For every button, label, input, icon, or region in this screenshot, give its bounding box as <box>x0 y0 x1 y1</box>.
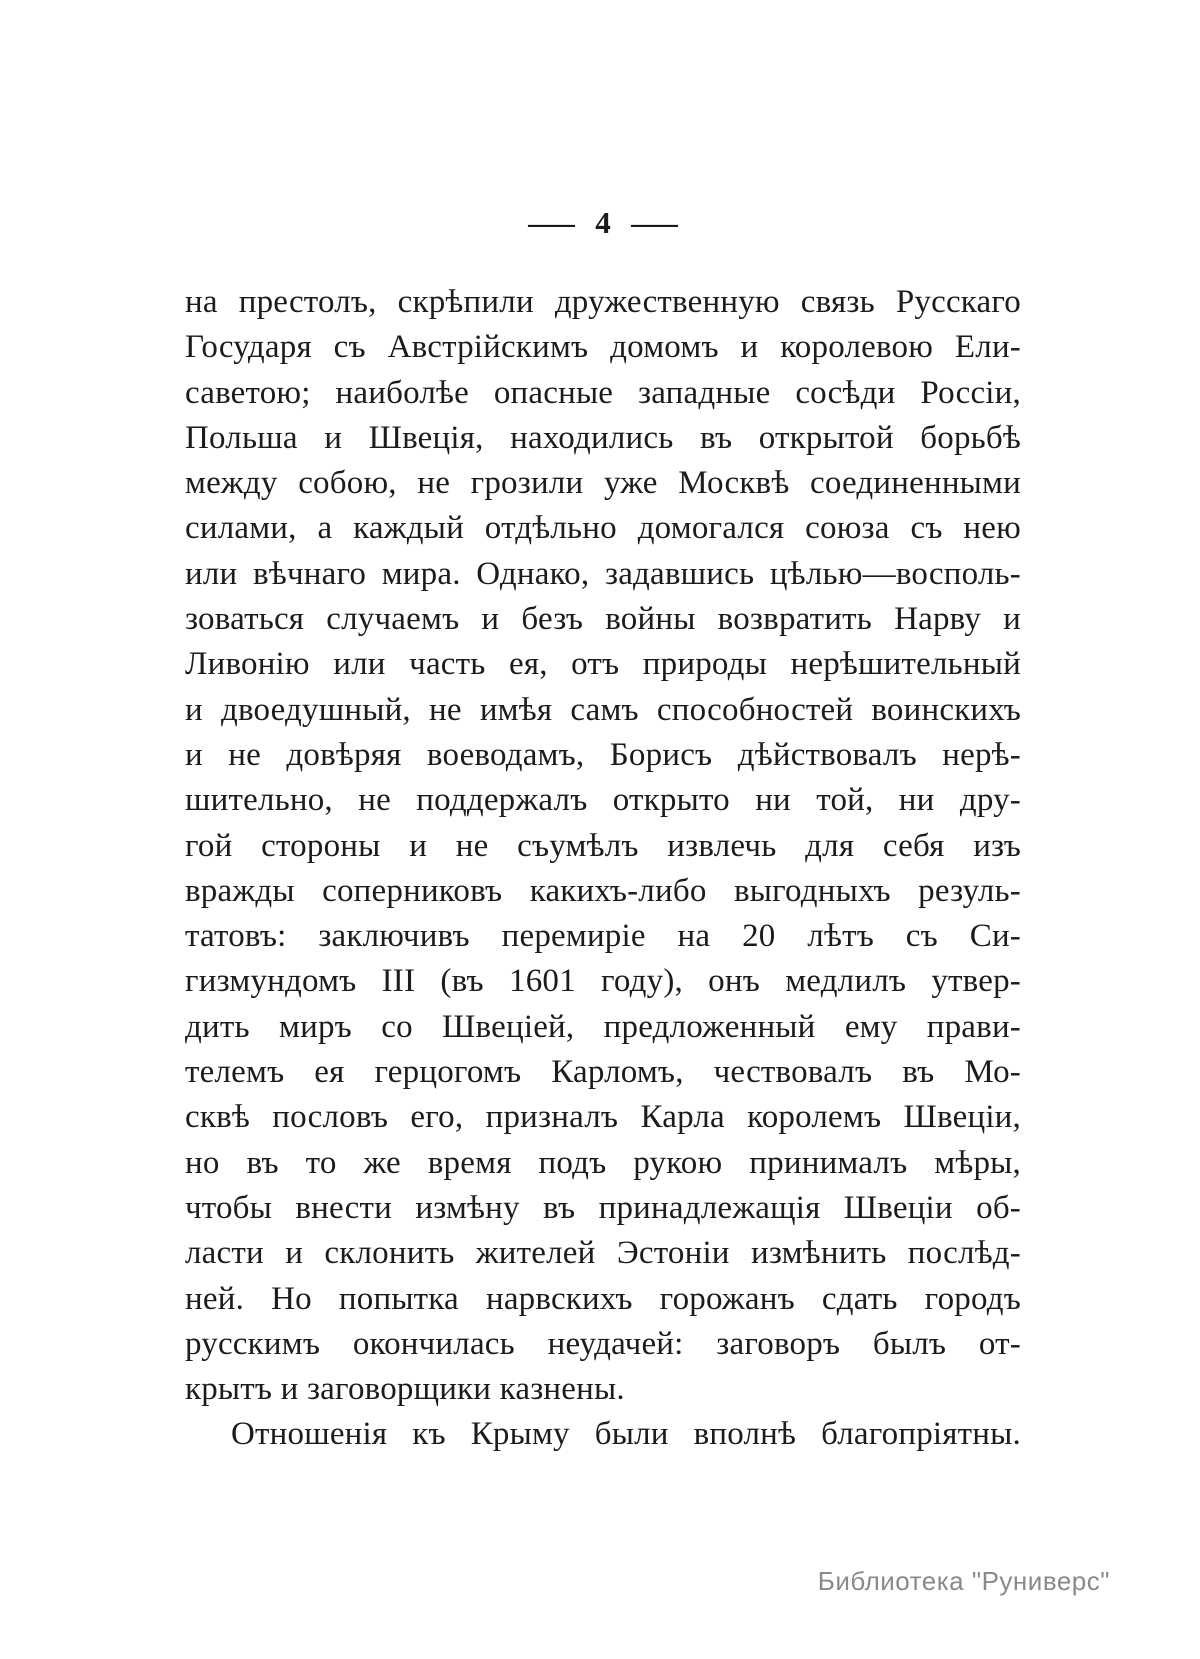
text-line-18: телемъ ея герцогомъ Карломъ, чествовалъ въ Мо- <box>185 1054 1021 1091</box>
text-line-1: Отношенія къ Крыму были вполнѣ благопріятны. <box>231 1416 1021 1453</box>
text-line-10: и двоедушный, не имѣя самъ способностей воинскихъ <box>185 691 1021 728</box>
text-line-4: Польша и Швеція, находились въ открытой борьбѣ <box>185 419 1021 456</box>
text-line-22: ласти и склонить жителей Эстоніи измѣнить послѣд- <box>185 1235 1021 1272</box>
paragraph-1 <box>185 280 1021 1412</box>
page-header <box>185 203 1021 243</box>
text-line-2: Государя съ Австрійскимъ домомъ и королевою Ели- <box>185 329 1021 366</box>
body-text-block <box>185 280 1021 1458</box>
text-line-15: татовъ: заключивъ перемиріе на 20 лѣтъ съ Си- <box>185 918 1021 955</box>
text-line-11: и не довѣряя воеводамъ, Борисъ дѣйствовалъ нерѣ- <box>185 736 1021 773</box>
text-line-25: крытъ и заговорщики казнены. <box>185 1371 625 1408</box>
text-line-24: русскимъ окончилась неудачей: заговоръ былъ от- <box>185 1325 1021 1362</box>
paragraph-2 <box>185 1412 1021 1457</box>
page-number: 4 <box>595 205 611 240</box>
text-line-21: чтобы внести измѣну въ принадлежащія Швеціи об- <box>185 1189 1021 1226</box>
text-line-5: между собою, не грозили уже Москвѣ соединенными <box>185 465 1021 502</box>
text-line-13: гой стороны и не съумѣлъ извлечь для себя изъ <box>185 827 1021 864</box>
text-line-19: сквѣ пословъ его, призналъ Карла королемъ Швеціи, <box>185 1099 1021 1136</box>
text-line-8: зоваться случаемъ и безъ войны возвратить Нарву и <box>185 601 1021 638</box>
text-line-14: вражды соперниковъ какихъ-либо выгодныхъ резуль- <box>185 872 1021 909</box>
text-line-6: силами, а каждый отдѣльно домогался союза съ нею <box>185 510 1021 547</box>
text-line-1: на престолъ, скрѣпили дружественную связь Русскаго <box>185 284 1021 320</box>
header-dash-right: — <box>631 205 678 240</box>
text-line-7: или вѣчнаго мира. Однако, задавшись цѣлью—восполь- <box>185 555 1021 592</box>
header-dash-left: — <box>528 205 575 240</box>
text-line-20: но въ то же время подъ рукою принималъ мѣры, <box>185 1144 1021 1181</box>
text-line-17: дить миръ со Швеціей, предложенный ему прави- <box>185 1008 1021 1045</box>
text-line-3: саветою; наиболѣе опасные западные сосѣди Россіи, <box>185 374 1021 411</box>
text-line-12: шительно, не поддержалъ открыто ни той, ни дру- <box>185 782 1021 819</box>
text-line-9: Ливонію или часть ея, отъ природы нерѣшительный <box>185 646 1021 683</box>
library-watermark: Библиотека "Руниверс" <box>817 1566 1110 1596</box>
text-line-23: ней. Но попытка нарвскихъ горожанъ сдать городъ <box>185 1280 1021 1317</box>
text-line-16: гизмундомъ III (въ 1601 году), онъ медлилъ утвер- <box>185 963 1021 1000</box>
